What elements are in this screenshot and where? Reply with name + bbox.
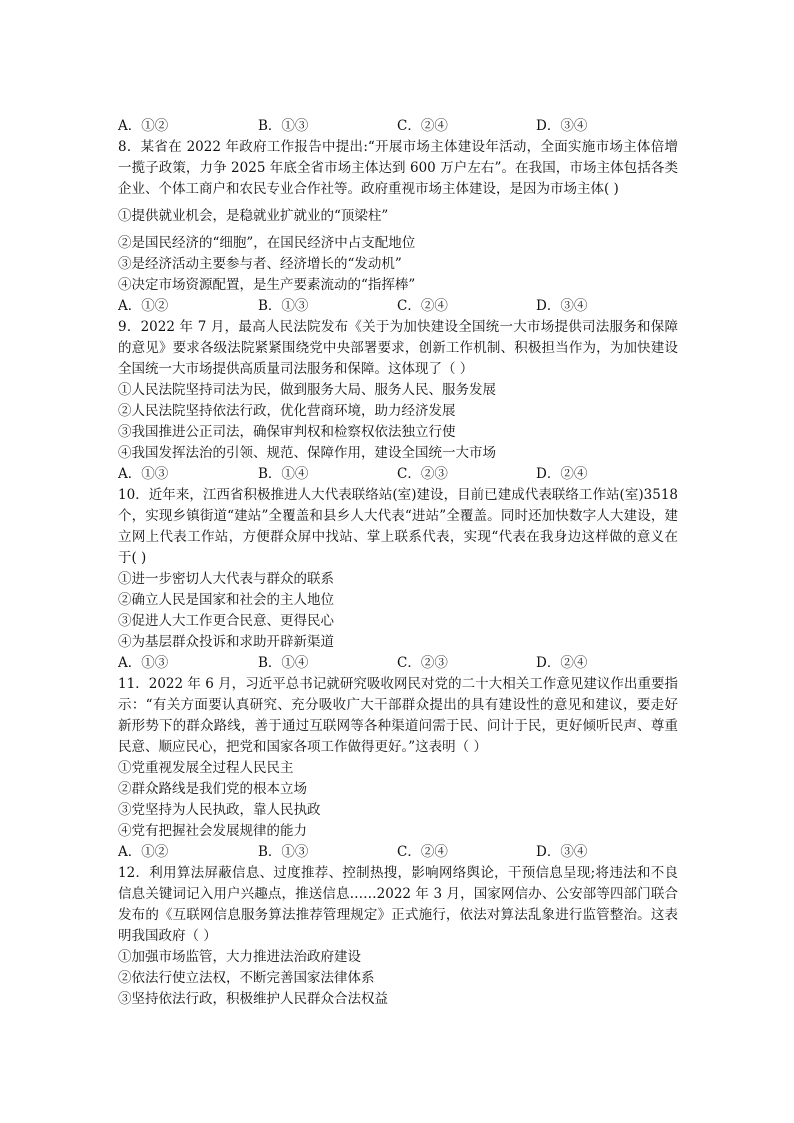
q8-option-b[interactable]: B．①③ xyxy=(258,298,309,314)
q8-option-a[interactable]: A．①② xyxy=(118,298,169,314)
q10-option-a[interactable]: A．①③ xyxy=(118,655,169,671)
q8-statement-4: ④决定市场资源配置，是生产要素流动的“指挥棒” xyxy=(118,277,416,293)
q12-statement-1: ①加强市场监管，大力推进法治政府建设 xyxy=(118,949,361,965)
q7-option-a[interactable]: A．①② xyxy=(118,118,169,134)
q11-options xyxy=(118,842,678,863)
q11-stem: 11．2022 年 6 月，习近平总书记就研究吸收网民对党的二十大相关工作意见建议作出重要指示：“有关方面要认真研究、充分吸收广大干部群众提出的具有建设性的意见和建议，要走好新形势下的群众路线，善于通过互联网等各种渠道问需于民、问计于民，更好倾听民声、尊重民意、顺应民心，把党和国家各项工作做得更好。”这表明（ ） xyxy=(118,676,678,755)
q8-options xyxy=(118,296,678,317)
q9-statement-1: ①人民法院坚持司法为民，做到服务大局、服务人民、服务发展 xyxy=(118,382,496,398)
q7-option-b[interactable]: B．①③ xyxy=(258,118,309,134)
q12-statement-3: ③坚持依法行政，积极维护人民群众合法权益 xyxy=(118,991,388,1007)
q11-statement-1: ①党重视发展全过程人民民主 xyxy=(118,760,294,776)
q8-option-c[interactable]: C．②④ xyxy=(397,298,448,314)
q10-statement-3: ③促进人大工作更合民意、更得民心 xyxy=(118,613,334,629)
q9-option-b[interactable]: B．①④ xyxy=(258,466,309,482)
q8-statement-3: ③是经济活动主要参与者、经济增长的“发动机” xyxy=(118,256,402,272)
q10-statement-2: ②确立人民是国家和社会的主人地位 xyxy=(118,592,334,608)
q11-statement-4: ④党有把握社会发展规律的能力 xyxy=(118,823,307,839)
q9-statement-4: ④我国发挥法治的引领、规范、保障作用，建设全国统一大市场 xyxy=(118,445,496,461)
q10-statement-1: ①进一步密切人大代表与群众的联系 xyxy=(118,571,334,587)
q9-option-d[interactable]: D．②④ xyxy=(536,466,588,482)
q7-option-d[interactable]: D．③④ xyxy=(536,118,588,134)
q9-statement-3: ③我国推进公正司法，确保审判权和检察权依法独立行使 xyxy=(118,424,456,440)
q10-stem: 10．近年来，江西省积极推进人大代表联络站(室)建设，目前已建成代表联络工作站(室)3518 个，实现乡镇街道“建站”全覆盖和县乡人大代表“进站”全覆盖。同时还加快数字人大建设，建立网上代表工作站，方便群众屏中找站、掌上联系代表，实现“代表在我身边这样做的意义在于( ) xyxy=(118,487,678,566)
q11-option-b[interactable]: B．①③ xyxy=(258,844,309,860)
q11-statement-2: ②群众路线是我们党的根本立场 xyxy=(118,781,307,797)
q11-option-c[interactable]: C．②④ xyxy=(397,844,448,860)
q8-statement-2: ②是国民经济的“细胞”，在国民经济中占支配地位 xyxy=(118,235,416,251)
q8-statement-1: ①提供就业机会，是稳就业扩就业的“顶梁柱” xyxy=(118,208,389,224)
q9-option-c[interactable]: C．②③ xyxy=(397,466,448,482)
q10-options xyxy=(118,653,678,674)
q9-option-a[interactable]: A．①③ xyxy=(118,466,169,482)
exam-page xyxy=(118,116,678,1010)
q11-statement-3: ③党坚持为人民执政，靠人民执政 xyxy=(118,802,321,818)
q10-option-d[interactable]: D．②④ xyxy=(536,655,588,671)
q10-option-b[interactable]: B．①④ xyxy=(258,655,309,671)
q9-stem: 9．2022 年 7 月，最高人民法院发布《关于为加快建设全国统一大市场提供司法服务和保障的意见》要求各级法院紧紧围绕党中央部署要求，创新工作机制、积极担当作为，为加快建设全国统一大市场提供高质量司法服务和保障。这体现了（ ） xyxy=(118,319,678,377)
q11-option-a[interactable]: A．①② xyxy=(118,844,169,860)
q8-stem: 8．某省在 2022 年政府工作报告中提出:“开展市场主体建设年活动，全面实施市场主体倍增一揽子政策，力争 2025 年底全省市场主体达到 600 万户左右”。在我国，市场主体包括各类企业、个体工商户和农民专业合作社等。政府重视市场主体建设，是因为市场主体( ) xyxy=(118,139,678,197)
q12-stem: 12．利用算法屏蔽信息、过度推荐、控制热搜，影响网络舆论，干预信息呈现;将违法和不良信息关键词记入用户兴趣点，推送信息……2022 年 3 月，国家网信办、公安部等四部门联合发布的《互联网信息服务算法推荐管理规定》正式施行，依法对算法乱象进行监管整治。这表明我国政府（ ） xyxy=(118,865,678,944)
q10-option-c[interactable]: C．②③ xyxy=(397,655,448,671)
q11-option-d[interactable]: D．③④ xyxy=(536,844,588,860)
q7-option-c[interactable]: C．②④ xyxy=(397,118,448,134)
q9-statement-2: ②人民法院坚持依法行政，优化营商环境，助力经济发展 xyxy=(118,403,456,419)
q10-statement-4: ④为基层群众投诉和求助开辟新渠道 xyxy=(118,634,334,650)
q8-option-d[interactable]: D．③④ xyxy=(536,298,588,314)
q9-options xyxy=(118,464,678,485)
q7-options xyxy=(118,116,678,137)
q12-statement-2: ②依法行使立法权，不断完善国家法律体系 xyxy=(118,970,375,986)
